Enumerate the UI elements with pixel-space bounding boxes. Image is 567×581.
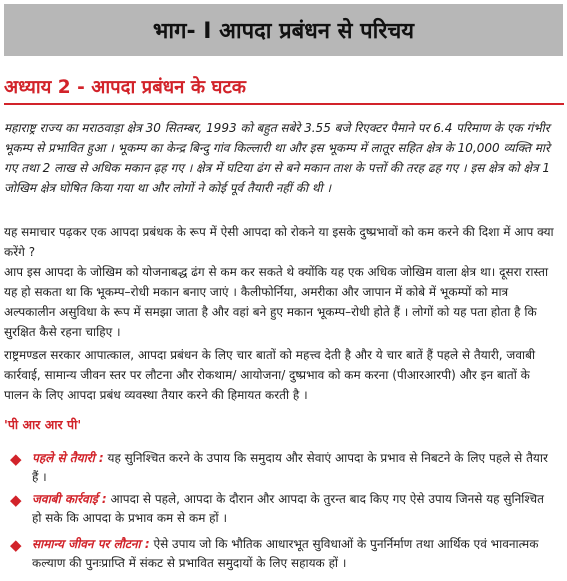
bullet-text: ऐसे उपाय जो कि भौतिक आधारभूत सुविधाओं के पुनर्निर्माण तथा आर्थिक एवं भावनात्मक कल्याण की पुनःप्राप्ति में संकट से प्रभावित समुदायों के लिए सहायक हों । [32,537,539,570]
diamond-bullet-icon: ◆ [10,450,22,468]
bullet-heading: सामान्य जीवन पर लौटना : [32,537,150,551]
bullet-item-preparedness [10,449,556,487]
section-title: भाग- I आपदा प्रबंधन से परिचय [152,19,415,44]
chapter-divider [4,103,564,105]
bullet-item-response [10,490,556,528]
bullet-heading: पहले से तैयारी : [32,451,104,465]
intro-paragraph: महाराष्ट्र राज्य का मराठवाड़ा क्षेत्र 30 सितम्बर, 1993 को बहुत सबेरे 3.55 बजे रिएक्टर पैमाने पर 6.4 परिमाण के एक गंभीर भूकम्प से प्रभावित हुआ । भूकम्प का केन्द्र बिन्दु गांव किल्लारी था और इस भूकम्प में लातूर सहित क्षेत्र के 10,000 व्यक्ति मारे गए तथा 2 लाख से अधिक मकान ढ़ह गए । क्षेत्र में घटिया ढंग से बने मकान ताश के पत्तों की तरह ढह गए । इस क्षेत्र को क्षेत्र 1 जोखिम क्षेत्र घोषित किया गया था और लोगों ने कोई पूर्व तैयारी नहीं की थी । [4,121,551,195]
bullet-item-recovery [10,535,556,573]
bullet-heading: जवाबी कार्रवाई : [32,492,107,506]
chapter-title: अध्याय 2 - आपदा प्रबंधन के घटक [4,77,246,98]
diamond-bullet-icon: ◆ [10,536,22,554]
question-paragraph: यह समाचार पढ़कर एक आपदा प्रबंधक के रूप में ऐसी आपदा को रोकने या इसके दुष्प्रभावों को कम करने की दिशा में आप क्या करेंगे ? [4,225,554,259]
diamond-bullet-icon: ◆ [10,491,22,509]
bullet-text: आपदा से पहले, आपदा के दौरान और आपदा के तुरन्त बाद किए गए ऐसे उपाय जिनसे यह सुनिश्चित हो सके कि आपदा के प्रभाव कम से कम हों । [32,492,544,525]
commonwealth-paragraph: राष्ट्रमण्डल सरकार आपात्काल, आपदा प्रबंधन के लिए चार बातों को महत्त्व देती है और ये चार बातें हैं पहले से तैयारी, जवाबी कार्रवाई, सामान्य जीवन स्तर पर लौटना और रोकथाम/ आयोजना/ दुष्प्रभाव को कम करना (पीआरआरपी) और इन बातों के पालन के लिए आपदा प्रबंध व्यवस्था तैयार करने की हिमायत करती है । [4,348,536,402]
section-banner [4,4,563,56]
prrp-label: 'पी आर आर पी' [4,417,82,432]
answer-paragraph: आप इस आपदा के जोखिम को योजनाबद्ध ढंग से कम कर सकते थे क्योंकि यह एक अधिक जोखिम वाला क्षेत्र था। दूसरा रास्ता यह हो सकता था कि भूकम्प–रोधी मकान बनाए जाएं । कैलीफोर्निया, अमरीका और जापान में कोबे में भूकम्पों को मात्र अल्पकालीन असुविधा के रूप में समझा जाता है और वहां बने हुए मकान भूकम्प–रोधी होते हैं । लोगों को यह पता होता है कि सुरक्षित कैसे रहना चाहिए । [4,265,549,339]
bullet-text: यह सुनिश्चित करने के उपाय कि समुदाय और सेवाएं आपदा के प्रभाव से निबटने के लिए पहले से तैयार हैं । [32,451,548,484]
